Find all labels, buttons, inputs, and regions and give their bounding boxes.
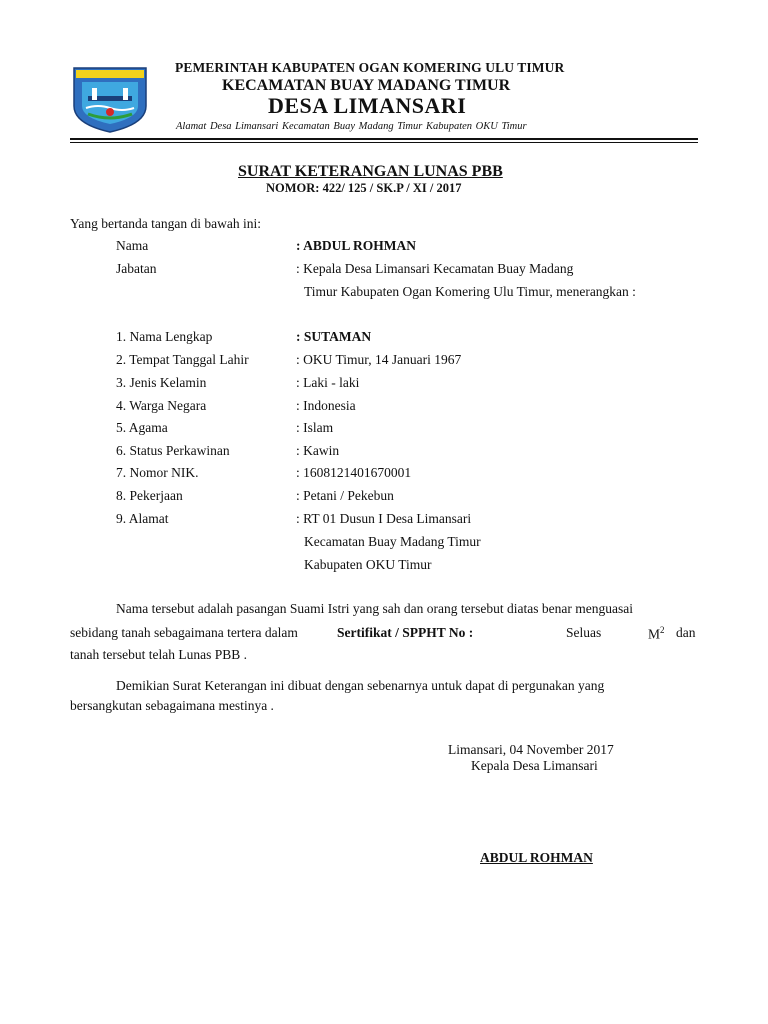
header-district: KECAMATAN BUAY MADANG TIMUR: [222, 77, 511, 94]
subject-label: 6. Status Perkawinan: [116, 443, 230, 458]
statement-line-1: Nama tersebut adalah pasangan Suami Istri yang sah dan orang tersebut diatas benar menguasai: [116, 601, 633, 616]
area-label: Seluas: [566, 625, 602, 640]
subject-label: 3. Jenis Kelamin: [116, 375, 207, 390]
area-unit: $M^2$: [648, 625, 665, 642]
subject-value: : RT 01 Dusun I Desa Limansari: [296, 511, 472, 526]
subject-value: : OKU Timur, 14 Januari 1967: [296, 352, 462, 367]
subject-value: : Indonesia: [296, 398, 356, 413]
signer-name-label: Nama: [116, 238, 149, 253]
signer-position-value: : Kepala Desa Limansari Kecamatan Buay Madang: [296, 261, 574, 276]
subject-value: : 1608121401670001: [296, 465, 412, 480]
subject-label: 2. Tempat Tanggal Lahir: [116, 352, 249, 367]
statement-line-2-end: dan: [676, 625, 696, 640]
closing-line-2: bersangkutan sebagaimana mestinya .: [70, 698, 274, 713]
statement-line-2: sebidang tanah sebagaimana tertera dalam: [70, 625, 298, 640]
signature-place-date: Limansari, 04 November 2017: [448, 742, 614, 757]
signer-position-label: Jabatan: [116, 261, 157, 276]
subject-label: 9. Alamat: [116, 511, 169, 526]
header-rule-thin: [70, 142, 698, 143]
address-line: Kecamatan Buay Madang Timur: [304, 534, 481, 549]
header-village: DESA LIMANSARI: [268, 93, 467, 118]
subject-label: 4. Warga Negara: [116, 398, 207, 413]
signature-name: ABDUL ROHMAN: [480, 850, 593, 865]
intro-text: Yang bertanda tangan di bawah ini:: [70, 216, 261, 231]
closing-line-1: Demikian Surat Keterangan ini dibuat dengan sebenarnya untuk dapat di pergunakan yang: [116, 678, 605, 693]
statement-line-3: tanah tersebut telah Lunas PBB .: [70, 647, 247, 662]
subject-label: 8. Pekerjaan: [116, 488, 183, 503]
address-line: Kabupaten OKU Timur: [304, 557, 432, 572]
subject-value: : Laki - laki: [296, 375, 360, 390]
subject-label: 5. Agama: [116, 420, 168, 435]
subject-label: 1. Nama Lengkap: [116, 329, 213, 344]
header-rule-thick: [70, 138, 698, 140]
signer-name-value: : ABDUL ROHMAN: [296, 238, 417, 253]
subject-value: : Kawin: [296, 443, 340, 458]
signer-position-value-cont: Timur Kabupaten Ogan Komering Ulu Timur, menerangkan :: [304, 284, 636, 299]
document-number: NOMOR: 422/ 125 / SK.P / XI / 2017: [266, 181, 462, 195]
subject-value: : Islam: [296, 420, 334, 435]
header-address: Alamat Desa Limansari Kecamatan Buay Madang Timur Kabupaten OKU Timur: [176, 121, 527, 132]
certificate-number-label: Sertifikat / SPPHT No :: [337, 625, 474, 640]
signature-position: Kepala Desa Limansari: [471, 758, 598, 773]
header-government: PEMERINTAH KABUPATEN OGAN KOMERING ULU TIMUR: [175, 60, 565, 75]
document-title: SURAT KETERANGAN LUNAS PBB: [238, 163, 503, 180]
subject-value: : Petani / Pekebun: [296, 488, 394, 503]
regency-logo: [70, 62, 150, 134]
subject-label: 7. Nomor NIK.: [116, 465, 199, 480]
subject-value: : SUTAMAN: [296, 329, 372, 344]
